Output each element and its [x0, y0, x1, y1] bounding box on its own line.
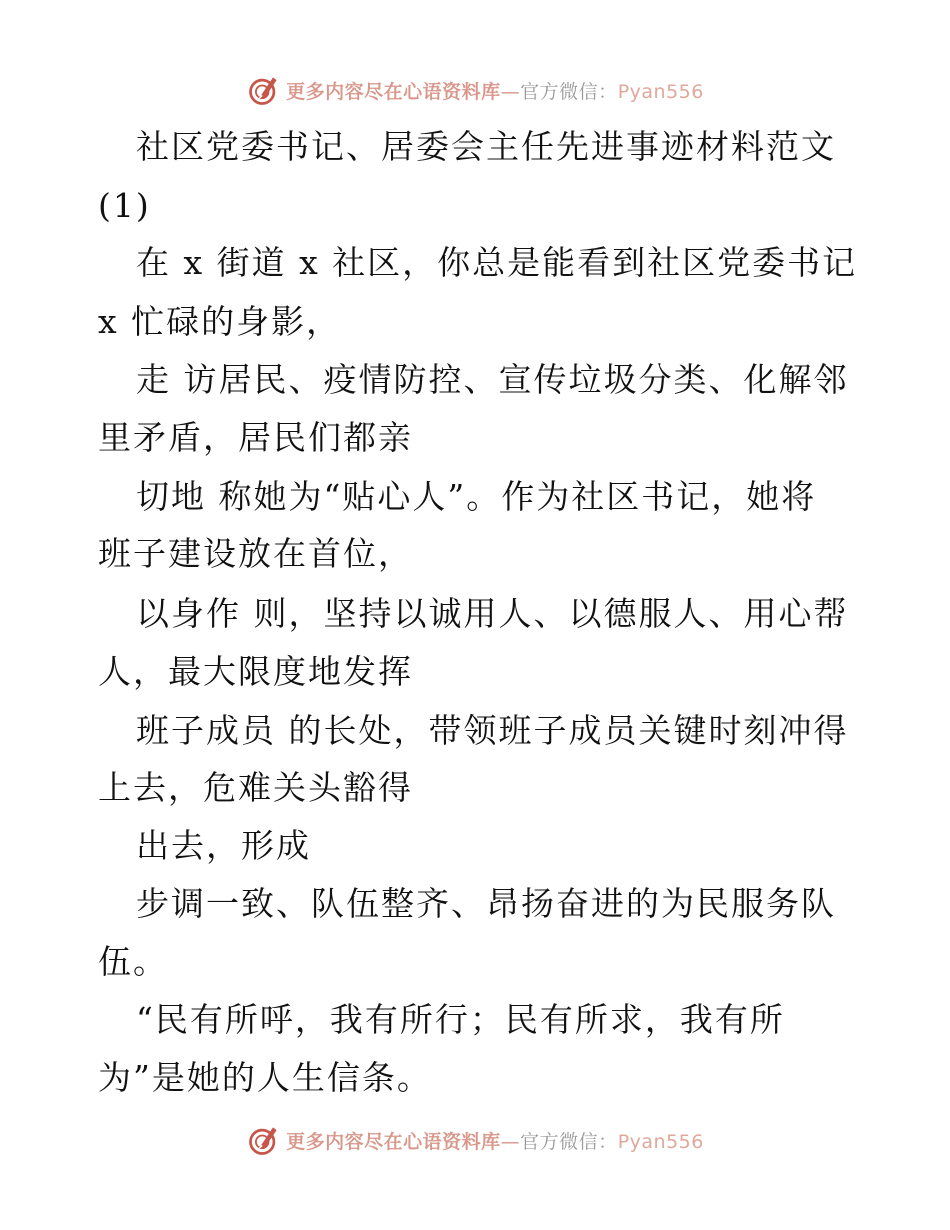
banner-label: 官方微信：: [520, 80, 618, 103]
banner-wechat-id: Pyan556: [617, 1130, 704, 1153]
paragraph-line: 人，最大限度地发挥: [98, 652, 413, 691]
header-banner: [0, 68, 950, 112]
paragraph-line: 班子建设放在首位，: [98, 534, 413, 573]
banner-main-text: 更多内容尽在心语资料库: [286, 1130, 501, 1153]
paragraph-line: x 忙碌的身影，: [98, 302, 342, 341]
banner-dash: —: [500, 80, 521, 103]
quill-pen-logo-icon: [246, 72, 282, 108]
paragraph-line: 出去，形成: [136, 826, 311, 865]
paragraph-line: 在 x 街道 x 社区，你总是能看到社区党委书记: [136, 243, 858, 282]
paragraph-line: “民有所呼，我有所行；民有所求，我有所: [136, 1000, 785, 1039]
paragraph-line: 班子成员 的长处，带领班子成员关键时刻冲得: [136, 711, 849, 750]
banner-wechat-id: Pyan556: [617, 80, 704, 103]
banner-main-text: 更多内容尽在心语资料库: [286, 80, 501, 103]
paragraph-line: 为”是她的人生信条。: [98, 1058, 432, 1097]
banner-dash: —: [500, 1130, 521, 1153]
paragraph-line: 以身作 则，坚持以诚用人、以德服人、用心帮: [136, 594, 849, 633]
paragraph-line: 里矛盾，居民们都亲: [98, 418, 413, 457]
quill-pen-logo-icon: [246, 1122, 282, 1158]
paragraph-line: 上去，危难关头豁得: [98, 768, 413, 807]
banner-text: [286, 77, 704, 104]
banner-label: 官方微信：: [520, 1130, 618, 1153]
banner-text: [286, 1127, 704, 1154]
paragraph-line: 步调一致、队伍整齐、昂扬奋进的为民服务队: [136, 884, 836, 923]
paragraph-line: 伍。: [98, 942, 168, 981]
document-title-number: (1): [98, 186, 151, 225]
document-title: 社区党委书记、居委会主任先进事迹材料范文: [136, 127, 836, 166]
paragraph-line: 走 访居民、疫情防控、宣传垃圾分类、化解邻: [136, 360, 849, 399]
paragraph-line: 切地 称她为“贴心人”。作为社区书记，她将: [136, 477, 817, 516]
footer-banner: [0, 1118, 950, 1162]
